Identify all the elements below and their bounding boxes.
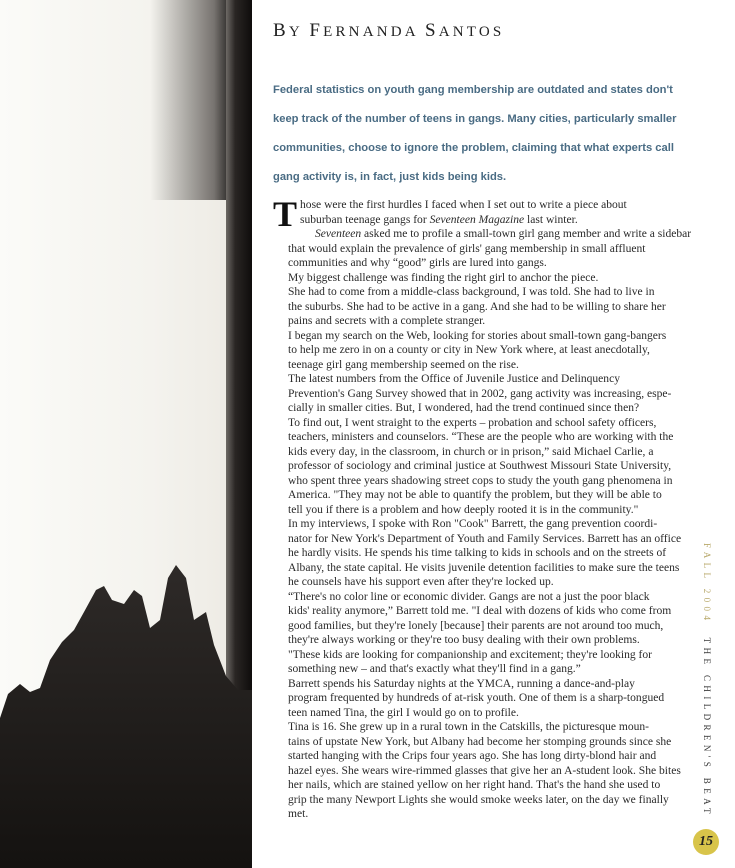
text-line: “There's no color line or economic divider. Gangs are not a just the poor black — [288, 590, 650, 603]
text-line: kids every day, in the classroom, in church or in prison,” said Michael Carlie, a — [288, 445, 654, 458]
cover-photo — [0, 0, 252, 868]
paragraph-7 — [273, 416, 678, 518]
text-line: "These kids are looking for companionship and excitement; they're looking for — [288, 648, 653, 661]
running-footer-text — [702, 543, 712, 818]
byline-by-rest: Y — [288, 24, 303, 40]
text-line: In my interviews, I spoke with Ron "Cook" Barrett, the gang prevention coordi- — [288, 518, 658, 530]
text-line: something new – and that's exactly what they'll find in a gang.” — [288, 663, 581, 675]
text-line: good families, but they're lonely [because] their parents are not around too much, — [288, 619, 664, 632]
text-line: Prevention's Gang Survey showed that in 2002, gang activity was increasing, espe- — [288, 387, 672, 400]
text-line: who spent three years shadowing street cops to study the youth gang phenomena in — [288, 474, 673, 487]
byline-last-rest: ANTOS — [438, 24, 505, 40]
byline-first-initial: F — [309, 20, 324, 41]
text-line: started hanging with the Crips four years ago. She has long dirty-blond hair and — [288, 750, 657, 762]
text-line: The latest numbers from the Office of Juvenile Justice and Delinquency — [288, 373, 620, 385]
paragraph-10 — [273, 648, 678, 677]
text-line: program frequented by hundreds of at-risk youth. One of them is a sharp-tongued — [288, 692, 665, 704]
text-line: Tina is 16. She grew up in a rural town in the Catskills, the picturesque moun- — [288, 721, 650, 733]
text-line: She had to come from a middle-class background, I was told. She had to live in — [288, 286, 655, 298]
drop-cap: T — [273, 194, 298, 234]
text-line: suburban teenage gangs for Seventeen Magazine last winter. — [300, 213, 578, 226]
intro-deck: Federal statistics on youth gang membership are outdated and states don't keep track of the number of teens in gangs. Many cities, particularly smaller communities, choose to ignore the problem, claiming that what experts call gang activity is, in fact, just kids being kids. — [273, 84, 677, 183]
article-body — [273, 194, 692, 822]
paragraph-12 — [273, 720, 681, 822]
text-line: kids' reality anymore,” Barrett told me. "I deal with dozens of kids who come from — [288, 605, 672, 617]
paragraph-6 — [273, 372, 678, 416]
paragraph-3 — [273, 271, 678, 286]
byline-first-rest: ERNANDA — [323, 24, 418, 40]
text-line: hazel eyes. She wears wire-rimmed glasses that give her an A-student look. She bites — [288, 764, 681, 777]
text-line: to help me zero in on a county or city in New York where, at least anecdotally, — [288, 344, 650, 356]
paragraph-8 — [273, 517, 682, 590]
text-line: Seventeen asked me to profile a small-town girl gang member and write a sidebar — [315, 228, 692, 240]
text-line: communities and why “good” girls are lured into gangs. — [288, 257, 547, 269]
text-line: grip the many Newport Lights she would smoke weeks later, on the day we finally — [288, 793, 669, 806]
paragraph-5 — [273, 329, 678, 373]
text-line: that would explain the prevalence of girls' gang membership in small affluent — [288, 242, 646, 255]
footer-season: FALL 2004 — [702, 543, 712, 625]
text-line: tains of upstate New York, but Albany had become her stomping grounds since she — [288, 735, 672, 748]
byline — [273, 20, 504, 42]
paragraph-9 — [273, 590, 678, 648]
text-line: My biggest challenge was finding the right girl to anchor the piece. — [288, 271, 599, 284]
text-line: tell you if there is a problem and how deeply rooted it is in the community." — [288, 503, 639, 516]
text-line: hose were the first hurdles I faced when I set out to write a piece about — [300, 199, 627, 211]
text-line: America. "They may not be able to quantify the problem, but they will be able to — [288, 489, 662, 501]
text-line: he hardly visits. He spends his time talking to kids in schools and on the streets of — [288, 547, 667, 559]
text-line: teenage girl gang membership seemed on the rise. — [288, 358, 519, 371]
text-line: Barrett spends his Saturday nights at the YMCA, running a dance-and-play — [288, 677, 635, 690]
text-line: professor of sociology and criminal justice at Southwest Missouri State University, — [288, 460, 672, 472]
paragraphs-container — [273, 227, 692, 822]
paragraph-4 — [273, 285, 678, 329]
footer-publication: THE CHILDREN'S BEAT — [702, 637, 712, 818]
picket-fence-silhouette — [0, 0, 252, 868]
paragraph-11 — [273, 677, 678, 721]
text-line: I began my search on the Web, looking for stories about small-town gang-bangers — [288, 329, 667, 342]
text-line: teen named Tina, the girl I would go on to profile. — [288, 706, 519, 719]
paragraph-2 — [273, 227, 692, 271]
running-footer — [702, 543, 718, 818]
paragraph-1 — [273, 194, 678, 234]
text-line: Albany, the state capital. He visits juvenile detention facilities to make sure the teens — [288, 561, 680, 574]
text-line: met. — [288, 808, 309, 820]
text-line: To find out, I went straight to the experts – probation and school safety officers, — [288, 416, 657, 429]
text-line: the suburbs. She had to be active in a gang. And she had to be willing to share her — [288, 300, 666, 313]
byline-by-initial: B — [273, 20, 289, 41]
byline-last-initial: S — [424, 20, 439, 41]
text-line: her nails, which are stained yellow on her right hand. That's the hand she used to — [288, 779, 661, 791]
text-line: cially in smaller cities. But, I wondered, had the trend continued since then? — [288, 402, 640, 414]
text-line: pains and secrets with a complete stranger. — [288, 315, 486, 327]
text-line: they're always working or they're too busy dealing with their own problems. — [288, 634, 640, 646]
text-line: he counsels have his support even after they're locked up. — [288, 576, 554, 588]
text-line: nator for New York's Department of Youth and Family Services. Barrett has an office — [288, 532, 682, 545]
page-number-badge: 15 — [693, 829, 719, 855]
text-line: teachers, ministers and counselors. “These are the people who are working with the — [288, 431, 674, 443]
